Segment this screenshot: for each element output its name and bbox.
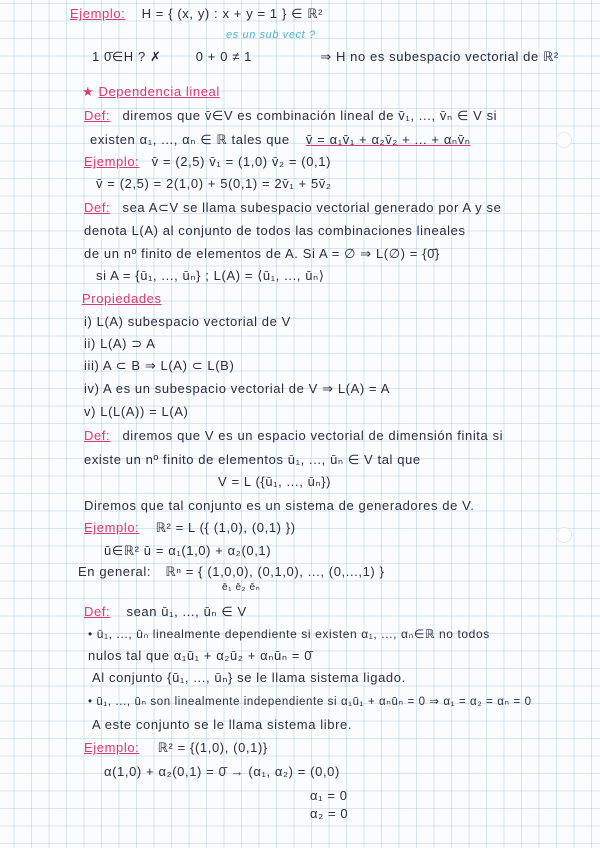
def-text: sean ū₁, ..., ūₙ ∈ V	[126, 604, 247, 619]
def-label: Def:	[84, 428, 111, 443]
line-example-4	[84, 740, 268, 756]
zero-sum: 0 + 0 ≠ 1	[195, 49, 253, 64]
def-combination	[84, 108, 497, 124]
def-text: diremos que V es un espacio vectorial de dimensión finita si	[122, 428, 504, 443]
punch-hole	[556, 132, 572, 148]
def-generated	[84, 200, 501, 216]
zero-check: 1 0̄∈H ? ✗	[92, 49, 162, 64]
general-label: En general:	[78, 564, 152, 579]
heading-text: Dependencia lineal	[98, 84, 220, 99]
question-note: es un sub vect ?	[226, 29, 316, 41]
dependent-def-cont: nulos tal que α₁ū₁ + α₂ū₂ + αₙūₙ = 0̄	[88, 648, 313, 663]
def-text: Diremos que tal conjunto es un sistema de generadores de V.	[84, 498, 475, 513]
combination-formula: v̄ = α₁v̄₁ + α₂v̄₂ + ... + αₙv̄ₙ	[305, 132, 471, 147]
example-label: Ejemplo:	[84, 520, 140, 535]
vector-expression: ū∈ℝ² ū = α₁(1,0) + α₂(0,1)	[104, 543, 272, 558]
r2-basis: ℝ² = {(1,0), (0,1)}	[157, 740, 268, 755]
independence-check: α(1,0) + α₂(0,1) = 0̄ → (α₁, α₂) = (0,0)	[104, 764, 340, 779]
def-dependence	[84, 604, 247, 620]
property-item: iii) A ⊂ B ⇒ L(A) ⊂ L(B)	[84, 358, 235, 373]
rn-basis: ℝⁿ = { (1,0,0), (0,1,0), ..., (0,...,1) }	[165, 564, 385, 579]
r2-span: ℝ² = L ({ (1,0), (0,1) })	[155, 520, 296, 535]
line-example-1	[70, 6, 323, 22]
def-label: Def:	[84, 604, 111, 619]
example-label: Ejemplo:	[70, 6, 126, 21]
def-text: de un nº finito de elementos de A. Si A = ∅ ⇒ L(∅) = {0̄}	[84, 246, 440, 261]
properties-heading: Propiedades	[82, 291, 162, 306]
def-text: existen α₁, ..., αₙ ∈ ℝ tales que	[90, 132, 290, 147]
basis-labels: ē₁ ē₂ ēₙ	[222, 582, 261, 593]
linked-system: Al conjunto {ū₁, ..., ūₙ} se le llama sistema ligado.	[92, 670, 406, 685]
span-formula: V = L ({ū₁, ..., ūₙ})	[218, 474, 332, 489]
section-heading	[82, 84, 220, 100]
def-combination-cont	[90, 132, 471, 148]
dependent-def: • ū₁, ..., ūₙ linealmente dependiente si existen α₁, ..., αₙ∈ℝ no todos	[88, 627, 490, 641]
alpha-two: α₂ = 0	[310, 806, 349, 821]
def-text: diremos que v̄∈V es combinación lineal de v̄₁, ..., v̄ₙ ∈ V si	[122, 108, 498, 123]
def-text: sea A⊂V se llama subespacio vectorial generado por A y se	[122, 200, 502, 215]
independent-def: • ū₁, ..., ūₙ son linealmente independiente si α₁ū₁ + αₙūₙ = 0 ⇒ α₁ = α₂ = αₙ = 0	[88, 696, 532, 708]
def-label: Def:	[84, 108, 111, 123]
set-definition: H = { (x, y) : x + y = 1 } ∈ ℝ²	[141, 6, 324, 21]
punch-hole	[556, 527, 572, 543]
def-label: Def:	[84, 200, 111, 215]
example-label: Ejemplo:	[84, 740, 140, 755]
def-text: existe un nº finito de elementos ū₁, ..., ūₙ ∈ V tal que	[84, 452, 421, 467]
conclusion: ⇒ H no es subespacio vectorial de ℝ²	[320, 49, 559, 64]
line-example-3	[84, 520, 296, 536]
example-label: Ejemplo:	[84, 154, 140, 169]
star-icon: ★	[82, 84, 95, 99]
general-case	[78, 564, 385, 580]
line-check	[92, 49, 559, 65]
vectors: v̄ = (2,5) v̄₁ = (1,0) v̄₂ = (0,1)	[151, 154, 332, 169]
free-system: A este conjunto se le llama sistema libre.	[92, 717, 353, 732]
property-item: iv) A es un subespacio vectorial de V ⇒ L(A) = A	[84, 381, 390, 396]
def-text: si A = {ū₁, ..., ūₙ} ; L(A) = ⟨ū₁, ..., ūₙ⟩	[96, 268, 325, 283]
property-item: v) L(L(A)) = L(A)	[84, 404, 189, 419]
def-text: denota L(A) al conjunto de todos las combinaciones lineales	[84, 223, 466, 238]
alpha-one: α₁ = 0	[310, 788, 348, 803]
property-item: i) L(A) subespacio vectorial de V	[84, 314, 291, 329]
example-computation: v̄ = (2,5) = 2(1,0) + 5(0,1) = 2v̄₁ + 5v̄₂	[96, 176, 332, 191]
line-example-2	[84, 154, 331, 170]
def-dimension	[84, 428, 503, 444]
property-item: ii) L(A) ⊃ A	[84, 336, 156, 351]
